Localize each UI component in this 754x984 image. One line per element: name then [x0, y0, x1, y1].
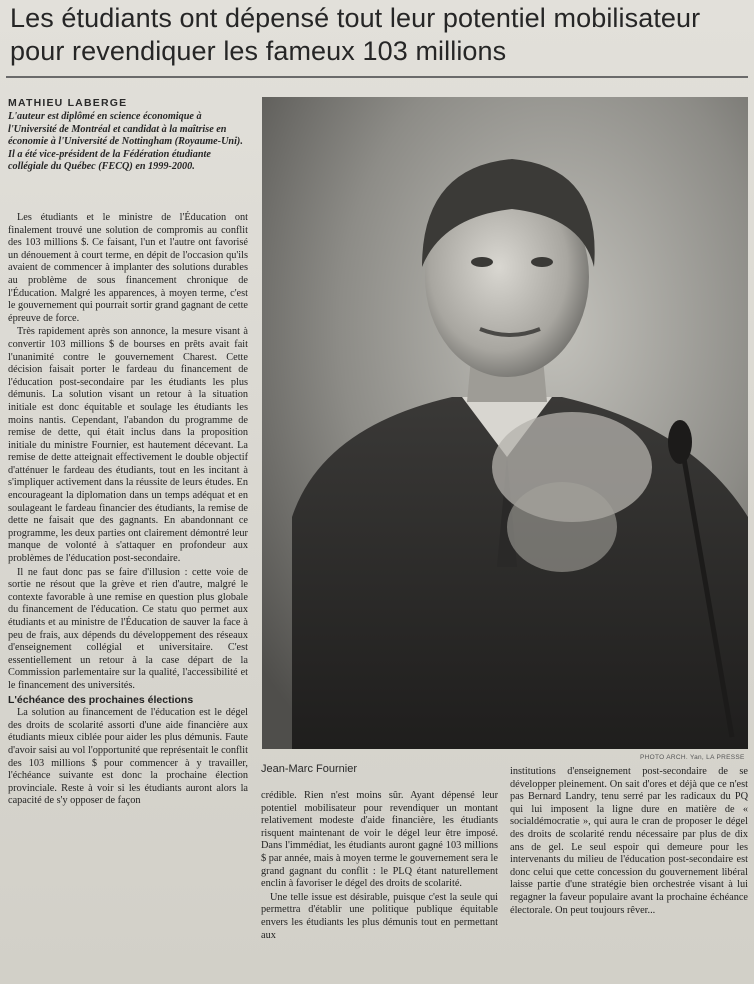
portrait-illustration: [262, 97, 748, 749]
headline: Les étudiants ont dépensé tout leur potentiel mobilisateur pour revendiquer les fameux 103 millions: [10, 3, 701, 66]
article-paragraph: La solution au financement de l'éducation est le dégel des droits de scolarité assorti d'une aide financière aux étudiants mieux ciblée pour aider les plus démunis. Faute d'avoir saisi au vol l'opportunité que représentait le conflit des 103 millions $ pour commencer à y travailler, l'échéance suivante est donc la prochaine élection provinciale. Reste à voir si les étudiants auront alors la capacité de s'y opposer de façon: [8, 707, 248, 807]
author-name: MATHIEU LABERGE: [8, 97, 128, 109]
article-column-1: [8, 212, 248, 809]
article-paragraph: Il ne faut donc pas se faire d'illusion : cette voie de sortie ne résout que la grève et rien d'autre, malgré le contexte favorable à une remise en question plus globale du financement de l'éducation. Ce statu quo permet aux étudiants et au ministre de l'Éducation de sauver la face à peu de frais, aux dépends du développement des réseaux d'enseignement collégial et universitaire. C'est essentiellement un retour à la case départ de la Commission parlementaire sur la qualité, l'accessibilité et le financement des universités.: [8, 566, 248, 691]
author-bio: L'auteur est diplômé en science économique à l'Université de Montréal et candidat à la maîtrise en économie à l'Université de Nottingham (Royaume-Uni). Il a été vice-président de la Fédération étudiante collégiale du Québec (FECQ) en 1999-2000.: [8, 111, 243, 173]
photo-credit: PHOTO ARCH. Yan, LA PRESSE: [640, 754, 745, 761]
article-paragraph: Très rapidement après son annonce, la mesure visant à convertir 103 millions $ de bourses en prêts avait fait l'unanimité contre le gouvernement Charest. Cette décision faisait porter le fardeau du financement de l'éducation post-secondaire par les étudiants les plus démunis. La solution visant un retour à la situation initiale est donc équitable et soulage les étudiants les moins nantis. Cependant, l'abandon du programme de remise de dette, qui était inclus dans la proposition initiale du ministre Fournier, est hautement décevant. La remise de dette atteignait effectivement le double objectif d'atténuer le fardeau des étudiants, tout en les incitant à s'impliquer activement dans la réussite de leurs études. En encourageant la diplomation dans un temps adéquat et en soulageant le fardeau financier des étudiants, la remise de dette ne faisait que des gagnants. En abandonnant ce programme, les deux parties ont clairement démontré leur manque de volonté à s'attaquer en profondeur aux problèmes de l'éducation post-secondaire.: [8, 326, 248, 565]
portrait-photo: [262, 97, 748, 749]
photo-caption: Jean-Marc Fournier: [261, 763, 357, 775]
article-paragraph: Les étudiants et le ministre de l'Éducation ont finalement trouvé une solution de compromis au conflit des 103 millions $. Ce faisant, l'un et l'autre ont favorisé un dénouement à court terme, en dépit de l'occasion qu'ils avaient de commencer à implanter des solutions durables au problème de sous financement chronique de l'Éducation. Malgré les apparences, à moyen terme, c'est le gouvernement qui pourrait sortir grand gagnant de cette épreuve de force.: [8, 212, 248, 324]
article-column-2: [261, 790, 498, 943]
article-paragraph: Une telle issue est désirable, puisque c'est la seule qui permettra d'établir une politique publique équitable envers les étudiants les plus démunis tout en permettant aux: [261, 891, 498, 941]
article-paragraph: crédible. Rien n'est moins sûr. Ayant dépensé leur potentiel mobilisateur pour revendiquer un montant relativement modeste d'aide financière, les étudiants risquent maintenant de voir le dégel leur être imposé. Dans l'immédiat, les étudiants auront gagné 103 millions $ par année, mais à moyen terme le gouvernement sera le grand gagnant du conflit : le PLQ étant naturellement enclin à favoriser le dégel des droits de scolarité.: [261, 790, 498, 890]
headline-rule: [6, 76, 748, 78]
article-paragraph: institutions d'enseignement post-secondaire de se développer pleinement. On sait d'ores et déjà que ce n'est pas Bernard Landry, tenu serré par les radicaux du PQ qui lui imposent la ligne dure en matière de « socialdémocratie », qui aura le cran de proposer le dégel des droits de scolarité rendu nécessaire par plus de dix ans de gel. Le seul espoir qui demeure pour les intervenants du milieu de l'éducation post-secondaire est donc celui que cette concession du gouvernement libéral laisse partie d'une stratégie bien orchestrée visant à lui regagner la faveur populaire avant la prochaine échéance électorale. On peut toujours rêver...: [510, 766, 748, 916]
section-subhead: L'échéance des prochaines élections: [8, 693, 194, 706]
article-column-3: [510, 766, 748, 918]
